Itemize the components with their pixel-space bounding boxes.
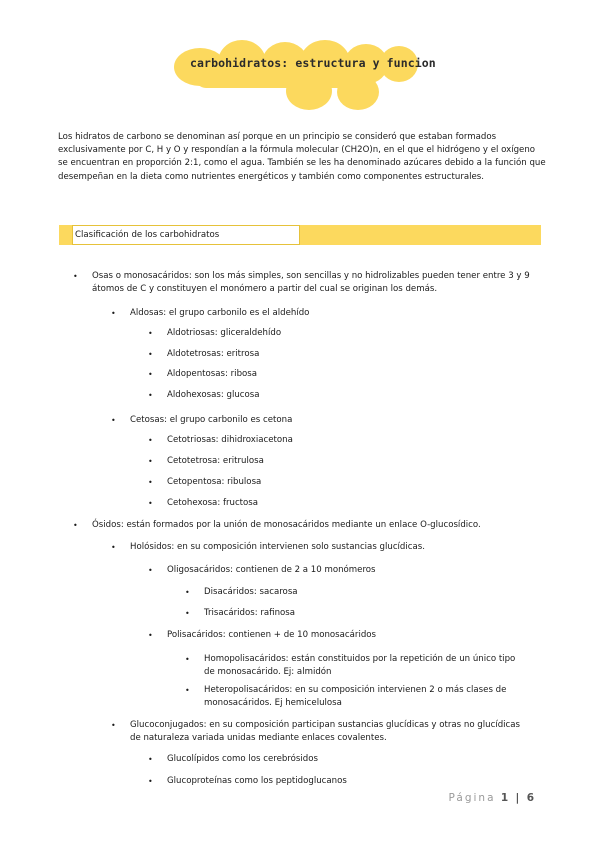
section-bar (300, 225, 541, 245)
list-item: • Oligosacáridos: contienen de 2 a 10 monómeros (167, 564, 527, 577)
list-item: • Aldohexosas: glucosa (167, 389, 527, 402)
list-item: • Aldosas: el grupo carbonilo es el aldehído (130, 307, 530, 320)
list-item: • Ósidos: están formados por la unión de monosacáridos mediante un enlace O-glucosídico. (92, 519, 544, 532)
list-item: • Holósidos: en su composición intervienen solo sustancias glucídicas. (130, 541, 530, 554)
intro-paragraph: Los hidratos de carbono se denominan así porque en un principio se consideró que estaban formados exclusivamente por C, H y O y respondían a la fórmula molecular (CH2O)n, en el que el hidrógeno y el oxígeno se encuentran en proporción 2:1, como el agua. También se les ha denominado azúcares debido a la función que desempeñan en la dieta como nutrientes energéticos y también como componentes estructurales. (58, 132, 546, 182)
list-item: • Disacáridos: sacarosa (204, 586, 524, 599)
list-item: • Polisacáridos: contienen + de 10 monosacáridos (167, 629, 527, 642)
page-label: Página (448, 792, 496, 804)
list-item: • Glucoconjugados: en su composición participan sustancias glucídicas y otras no glucídicas de naturaleza variada unidas mediante enlaces covalentes. (130, 719, 530, 745)
list-item: • Aldopentosas: ribosa (167, 368, 527, 381)
section-label: Clasificación de los carbohidratos (72, 225, 300, 245)
total-pages: 6 (526, 792, 536, 804)
page-separator: | (515, 792, 522, 804)
list-item: • Aldotriosas: gliceraldehído (167, 327, 527, 340)
list-item: • Heteropolisacáridos: en su composición intervienen 2 o más clases de monosacáridos. Ej hemicelulosa (204, 684, 524, 710)
list-item: • Homopolisacáridos: están constituidos por la repetición de un único tipo de monosacárido. Ej: almidón (204, 653, 524, 679)
list-item: • Osas o monosacáridos: son los más simples, son sencillas y no hidrolizables pueden tener entre 3 y 9 átomos de C y constituyen el monómero a partir del cual se originan los demás. (92, 270, 544, 296)
list-item: • Aldotetrosas: eritrosa (167, 348, 527, 361)
page-title: carbohidratos: estructura y funcion (190, 56, 436, 70)
list-item: • Trisacáridos: rafinosa (204, 607, 524, 620)
section-tab (59, 225, 72, 245)
list-item: • Glucolípidos como los cerebrósidos (167, 753, 527, 766)
list-item: • Cetotriosas: dihidroxiacetona (167, 434, 527, 447)
list-item: • Cetosas: el grupo carbonilo es cetona (130, 414, 530, 427)
page-number: 1 (500, 792, 511, 804)
list-item: • Glucoproteínas como los peptidoglucanos (167, 775, 527, 788)
page-footer (449, 792, 536, 804)
list-item: • Cetotetrosa: eritrulosa (167, 455, 527, 468)
list-item: • Cetohexosa: fructosa (167, 497, 527, 510)
list-item: • Cetopentosa: ribulosa (167, 476, 527, 489)
section-header (59, 225, 541, 245)
